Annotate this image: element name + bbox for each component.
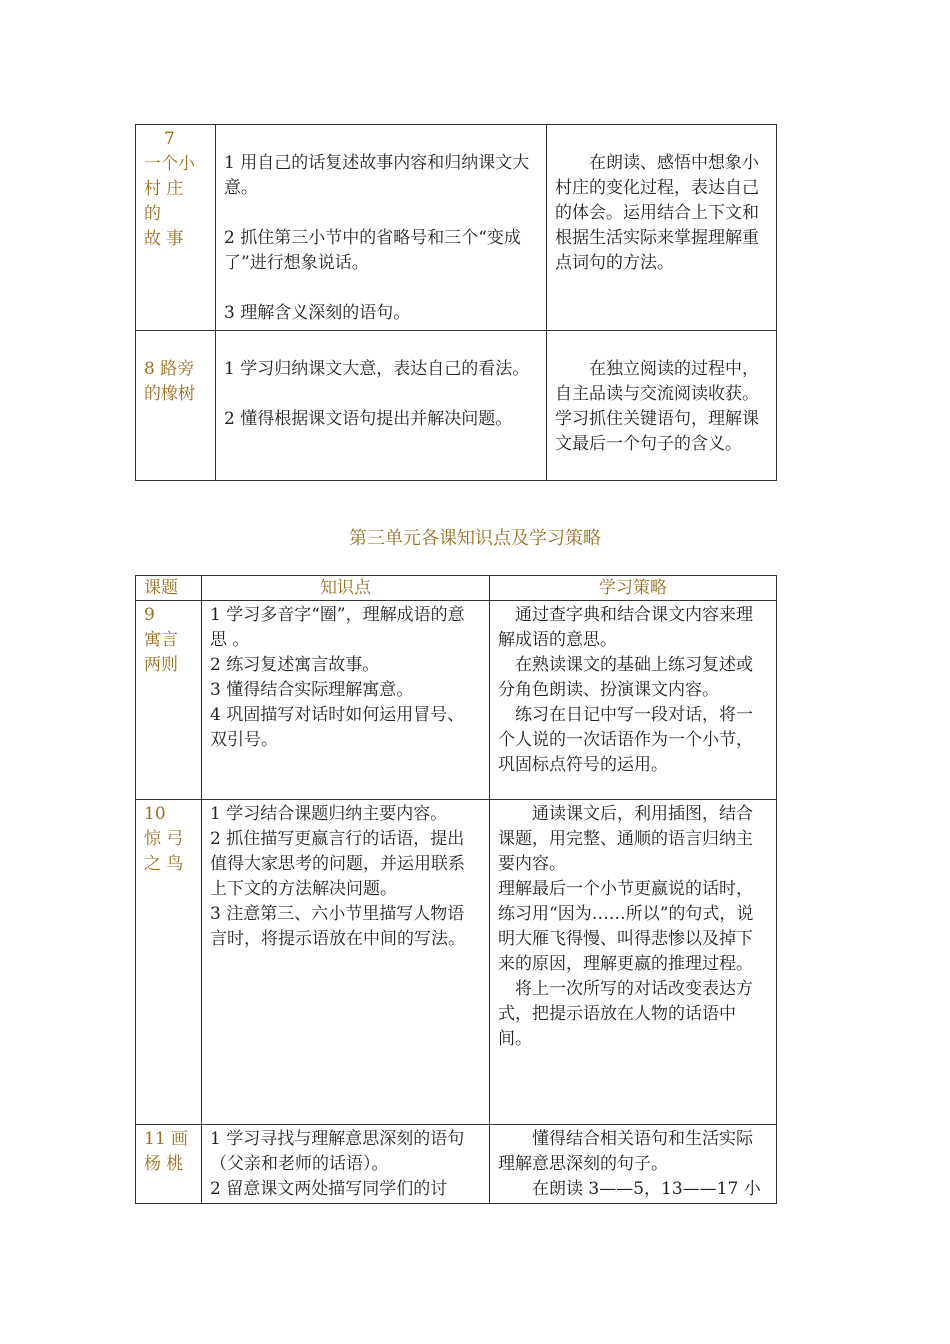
- title-line: 惊 弓: [144, 829, 184, 849]
- point-item: 1 学习结合课题归纳主要内容。: [210, 804, 448, 824]
- point-item: 3 理解含义深刻的语句。: [224, 303, 411, 323]
- table-header-row: [136, 576, 777, 601]
- learning-strategy: 在独立阅读的过程中，自主品读与交流阅读收获。学习抓住关键语句，理解课文最后一个句子的含义。: [547, 331, 777, 481]
- title-line: 9: [144, 605, 155, 625]
- table-row: [136, 601, 777, 800]
- knowledge-points: [216, 331, 547, 481]
- point-item: 1 用自己的话复述故事内容和归纳课文大意。: [224, 153, 530, 198]
- lesson-title: [136, 601, 202, 800]
- title-line: 杨 桃: [144, 1154, 184, 1174]
- column-header-points: 知识点: [202, 576, 490, 601]
- title-line: 一个小: [144, 154, 195, 174]
- title-line: 之 鸟: [144, 854, 184, 874]
- knowledge-points: [202, 800, 490, 1125]
- point-item: 4 巩固描写对话时如何运用冒号、双引号。: [210, 705, 465, 750]
- title-line: 两则: [144, 655, 178, 675]
- knowledge-points: [202, 1125, 490, 1204]
- strategy-paragraph: 通过查字典和结合课文内容来理解成语的意思。: [498, 605, 753, 650]
- learning-strategy: [490, 1125, 777, 1204]
- lesson-title: [136, 331, 216, 481]
- title-line: 8 路旁: [144, 359, 195, 379]
- title-line: 7: [164, 129, 175, 149]
- title-line: 的: [144, 204, 161, 224]
- knowledge-points: [202, 601, 490, 800]
- point-item: 3 懂得结合实际理解寓意。: [210, 680, 414, 700]
- title-line: 10: [144, 804, 166, 824]
- learning-strategy: [490, 601, 777, 800]
- title-line: 村 庄: [144, 179, 184, 199]
- point-item: 2 抓住第三小节中的省略号和三个“变成了”进行想象说话。: [224, 228, 521, 273]
- section-heading: 第三单元各课知识点及学习策略: [349, 528, 601, 549]
- strategy-paragraph: 理解最后一个小节更嬴说的话时，练习用“因为……所以”的句式，说明大雁飞得慢、叫得悲惨以及掉下来的原因，理解更嬴的推理过程。: [498, 879, 754, 974]
- title-line: 11 画: [144, 1129, 189, 1149]
- point-item: 1 学习寻找与理解意思深刻的语句（父亲和老师的话语）。: [210, 1129, 465, 1174]
- column-header-lesson: 课题: [136, 576, 202, 601]
- point-item: 2 抓住描写更嬴言行的话语，提出值得大家思考的问题，并运用联系上下文的方法解决问题。: [210, 829, 465, 899]
- table-row: [136, 125, 777, 331]
- title-line: 的橡树: [144, 384, 195, 404]
- lesson-table-unit3: [135, 575, 777, 1204]
- strategy-paragraph: 在朗读 3——5，13——17 小: [532, 1179, 761, 1199]
- title-line: 寓言: [144, 630, 178, 650]
- point-item: 2 练习复述寓言故事。: [210, 655, 380, 675]
- point-item: 3 注意第三、六小节里描写人物语言时，将提示语放在中间的写法。: [210, 904, 465, 949]
- learning-strategy: 在朗读、感悟中想象小村庄的变化过程，表达自己的体会。运用结合上下文和根据生活实际来掌握理解重点词句的方法。: [547, 125, 777, 331]
- table-row: [136, 800, 777, 1125]
- point-item: 2 留意课文两处描写同学们的讨: [210, 1179, 448, 1199]
- lesson-title: [136, 125, 216, 331]
- strategy-paragraph: 将上一次所写的对话改变表达方式，把提示语放在人物的话语中间。: [498, 979, 753, 1049]
- learning-strategy: [490, 800, 777, 1125]
- point-item: 2 懂得根据课文语句提出并解决问题。: [224, 409, 513, 429]
- point-item: 1 学习归纳课文大意，表达自己的看法。: [224, 359, 530, 379]
- lesson-title: [136, 1125, 202, 1204]
- strategy-paragraph: 练习在日记中写一段对话，将一个人说的一次话语作为一个小节，巩固标点符号的运用。: [498, 705, 753, 775]
- title-line: 故 事: [144, 229, 184, 249]
- lesson-table-unit2: [135, 124, 777, 481]
- knowledge-points: [216, 125, 547, 331]
- strategy-paragraph: 通读课文后，利用插图，结合课题，用完整、通顺的语言归纳主要内容。: [498, 804, 753, 874]
- point-item: 1 学习多音字“圈”，理解成语的意思 。: [210, 605, 465, 650]
- table-row: [136, 331, 777, 481]
- strategy-paragraph: 在熟读课文的基础上练习复述或分角色朗读、扮演课文内容。: [498, 655, 753, 700]
- strategy-paragraph: 懂得结合相关语句和生活实际理解意思深刻的句子。: [498, 1129, 753, 1174]
- column-header-strategy: 学习策略: [490, 576, 777, 601]
- lesson-title: [136, 800, 202, 1125]
- table-row: [136, 1125, 777, 1204]
